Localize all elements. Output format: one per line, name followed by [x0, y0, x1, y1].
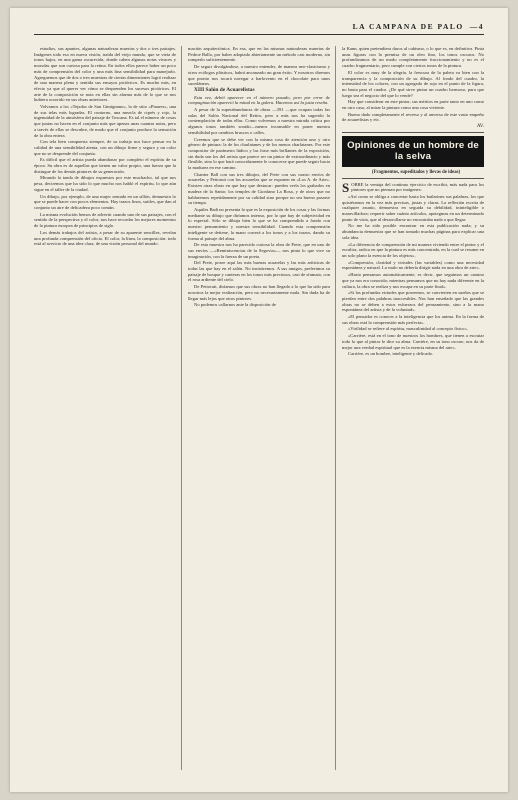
article-paragraph: «Hasta pensamos automáticamente, es decir, que seguimos un camino que ya nos era conocido; mientras pensamos que no hay nada diferente en la cultura, la obra se realiza y nos escapa en su parte final». — [342, 272, 484, 289]
article-subtitle: (Fragmentos, supeditados y llevas de ideas) — [371, 169, 461, 175]
column-divider-2 — [335, 46, 336, 770]
article-paragraph: la Kann, quien pretendiera duros al cubismo, o lo que es, en definitiva. Pinta unas figuras con la premisa de un oleo fino, los tonos oscuros. No profundizamos de un modo completamente fraccionamiento y no es el cuadro fragmentario, pero cumple con ciertos tonos de la pintura. — [342, 46, 484, 69]
column-1 — [34, 46, 176, 770]
article-title: Opiniones de un hombre de la selva — [347, 139, 479, 162]
article-paragraph: Con tela bien compuesta siempre, de su trabajo nos hace pensar en la calidad de una sensibilidad atenta, con un dibujo firme y seguro y un color que no se desprende del conjunto. — [34, 139, 176, 156]
page-header: LA CAMPANA DE PALO —4 — [352, 22, 484, 31]
publication-title: LA CAMPANA DE PALO — [352, 22, 464, 31]
article-paragraph: Mirando la tanda de dibujos expuestos por este muchacho, tal que nos pesa, deciremos que ha sido lo que mucho nos habló el espíritu, lo que aún sigue en el taller de la ciudad. — [34, 175, 176, 192]
article-separator — [342, 132, 484, 133]
article-paragraph: «Compresión, claridad y virtudes (las variables) como una necesidad espontánea y natural. Lo malo no debería dirigir nada en una obra de arte». — [342, 259, 484, 271]
first-paragraph-text: OBRE la ventaja del continuo ejercicio de escribir, más nada para los pintores que no piensan por imágenes: — [351, 181, 484, 193]
article-paragraph: «Así como se obliga a concertar hasta los bailarines sus palabras, los que quisiéramos en la vez más precisas, justas y claras. La reflexión escrita de cualquier asunto, demuestra en seguida su debilidad, ininteligible o maravilladora; requerir saber cuánto artículos, apotegmas en un determinado punto de vista, que al desarrollarse no encontraba nada a que llegar. — [342, 193, 484, 222]
column-2 — [188, 46, 330, 770]
page-number: 4 — [478, 22, 484, 31]
article-paragraph: De seguir divulgándose, a nuestro entender, de manera neo-clasicismo y otros ecólogos plásticos, habrá ancanzado un gran éxito. Y nosotros diremos que pronto nos tocará navegar a barlovento en el chocolate para unos sucedáneos. — [188, 64, 330, 87]
article-paragraph: De Pettoruti, diríamos que sus obras no han llegado a lo que ha sido para nosotros la mejor realización, pero no necesariamente mala. Sin duda ha de llegar más lejos que otros pintores. — [188, 284, 330, 301]
newspaper-page — [10, 8, 508, 792]
article-paragraph: Hay que considerar en este pintor, sus méritos en parte tanto en uno como en otro caso, al mirar la pintura como una cosa viviente. — [342, 99, 484, 111]
column-3 — [342, 46, 484, 770]
article-paragraph: Los demás trabajos del artista, a pesar de su aparente sencillez, revelan una profunda comprensión del oficio. El color, la línea, la composición: todo está al servicio de una idea clara, de una visión personal del mundo. — [34, 229, 176, 247]
article-paragraph: «El pensador es conocer a la inteligencia que los anima. En la forma de sus obras está la comprensión más perfecta». — [342, 314, 484, 325]
article-paragraph: No me ha sido posible encontrar en esta publicación nada; y su abundancia demuestra que se han tomado muchas páginas para explicar una sola idea. — [342, 223, 484, 240]
column-divider-1 — [181, 46, 182, 770]
article-paragraph: La misma evolución hemos de advertir cuando uno de sus paisajes, con el sentido de la perspectiva y el color, nos hace recordar los mejores momentos de la pintura europea de principios de siglo. — [34, 211, 176, 229]
first-paragraph — [342, 179, 484, 195]
article-paragraph: «La diferencia de comprensión de mi manera viviendo entre el pintor y el escultor, radica en que la pintura es más concentrada, en la cual se resume en un solo plano la esencia de los objetos». — [342, 241, 484, 258]
section-heading: XIII Salón de Acuarelistas — [194, 86, 255, 93]
subtitle-separator — [342, 178, 484, 179]
article-paragraph: Chanter Ball con sus tres dibujos, del Prete con sus cuatro envíos de acuarelas y Pettoruti con los acuarelas que se exponen en «Los A. de Arte». Existen otras obras en que hay que destacar: pueden verla los grabados en madera de la Santo; los temples de Giordano La Rosa, y de otros que no hablaremos repetidamente por su calidad sino porque no sea bueno pasarse su tiempo. — [188, 171, 330, 206]
article-paragraph: estudios, sus apuntes, algunas naturalezas muertas y dos o tres paisajes. Imágenes todo eso en nueva visión, traída del viejo mundo, que se vieta de tonos bajos, en una gama oscurecida, donde caben algunas notas vivaces y morsdas que son curiosa para la retina. En todos ellos parece haber un poco más de comprensión del color y una más fina sensibilidad para manejarlo. Agreguemos que de dos o tres muestras de ciertas dimensiones logró realizar de una manera plena y sentida sus ensayos pictóricos. Es mucho más, en efecto ya que al querer ver cómo se desprenden los sucesos pictóricos. El arte de la composición se nota en ellas sin alarma más de lo que se nos hubiera ocurrido en sus obras anteriores. — [34, 46, 176, 103]
article-paragraph: «Virilidad se refiere al espíritu, masculinidad al concepto físico». — [348, 326, 468, 332]
article-paragraph: mación arquitectónica. En esa, que en las mismas naturalezas muertas de Pedroe Ballo, por haber adoptado abiertamente un método casi moderno, sin romperlo suficientemente. — [188, 46, 330, 63]
drop-cap: S — [342, 179, 350, 195]
article-title-box — [342, 136, 484, 167]
article-paragraph: De esta muestra nos ha parecido curiosa la obra de Prete, que en uno de sus envíos —«Reminiscencias de la Segovia»— nos pinta lo que vive su imaginación, con la fuerza de un poeta. — [188, 242, 330, 259]
author-signature: AV. — [476, 124, 484, 130]
article-paragraph: «Carrière, está en el tono de nuestros los hombres, que tienen a escrutar todo lo que al pintor le dice su alma. Carrière, en su tono oscuro, nos da de mejor una verdad espiritual que es la esencia misma del arte». — [342, 333, 484, 350]
article-paragraph: «Si las profundas virtudes que poseemos, se convierten en sueños que se pierden entre dos palabras inaccesibles. Nos han enseñado que las grandes obras no se deben a estos esfuerzos del pensamiento, sino a la mano espontánea del artista y de la voluntad». — [342, 290, 484, 313]
article-paragraph: Creemos que se debe ver con la misma cosa de atención uno y otro género de pintura: la de los charlatanes y de los menos charlatanes. Por este compositor de parámetro lúdico y las frase más brillantes de la exposición, sin duda son los del artista que parece ser un pintor de extraordinario y más flexible, sino lo que hará conocidamente le conocerse que puede seguir hacia la madurez en ese camino. — [188, 136, 330, 171]
article-paragraph: Un dibujo, por ejemplo, de una mujer sentada en un sillón, demuestra lo que se puede hacer con pocos elementos. Hay trazos finos, sutiles, que dan al conjunto un aire de delicadeza poco común. — [34, 193, 176, 210]
article-paragraph: A pesar de la superabundancia de obras —391 —que ocupan todas las salas del Salón Nacional del Retiro, pero a más nos ha sugerido la contemplación de todas ellas. Como volvemos a nuestra mirada crítica por algunos tonos también sonido—menos incansable en poner nuestra sensibilidad por cambios bruscos o calles. — [188, 107, 330, 135]
article-paragraph: Bueno dado completamente el reverso y al anverso de este vasto empeño de acuarelistas y etc. — [342, 111, 484, 123]
header-rule — [34, 34, 484, 35]
article-paragraph: Es difícil que el artista pueda abandonar por completo el espíritu de su época. Su obra es de aquellas que tienen un valor propio, una fuerza que la distingue de los demás pintores de su generación. — [34, 157, 176, 174]
article-paragraph: Volvamos a los «Tejados de San Gimignano», la de sitio «Pinares», una de sus telas más logradas. El contorno, una mezcla de ciprés y rojo, la ingenuidad de la atmósfera del paisaje de Toscana. Es tal el número de cosas que juntas no hacen en el conjunto más que apenas unas cuantas notas, pero a través de ellas se descubre, de modo que el conjunto produce la sensación de la obra entera. — [34, 104, 176, 138]
article-paragraph: El color es muy de la alegría, la frescura de la paleta va bien con la transparencia y la composición de su dibujo. Al fondo del cuadro, la intensidad de los colores, con un agregado de rojo en el punto de la figura, no basta para el cuadro. ¿De qué sirve pintar un cuadro hermoso, para que luego sea el negocio del que lo vende? — [342, 69, 484, 98]
article-paragraph: Aquiles Badi no presenta lo que es la exposición de los cosas y las formas mediante su dibujo que diríamos intenso, por lo que hay de subjetividad en lo especial. Sólo se dibuja bien lo que se ha comprendido a fondo con nuestro pensamiento y nuestra sensibilidad. Cuando esta comprensión inteligente se detiene, la mano correrá a los tonos y a los trazos, dando su forma al paisaje del alma. — [188, 206, 330, 241]
article-paragraph: Carrière, es un hombre, inteligente y delicado. — [348, 351, 434, 357]
section-lead: Esta vez, debió aparecer en el número pasado, pero por error de compaginación apareció la mitad en la galera. Hacemos así la justa reseña. — [188, 94, 330, 106]
article-paragraph: No podemos callarnos ante la disposición de — [194, 302, 276, 308]
article-paragraph: Del Prete, posee aquí las más buenas acuarelas y las más artísticas de todas las que hay en el salón. No insistiremos. A sus amigos, preferimos su paisaje de bosque y canteras en los tonos más preciosos, casi de sfumato, con el rosa ardiente del cielo. — [188, 260, 330, 283]
